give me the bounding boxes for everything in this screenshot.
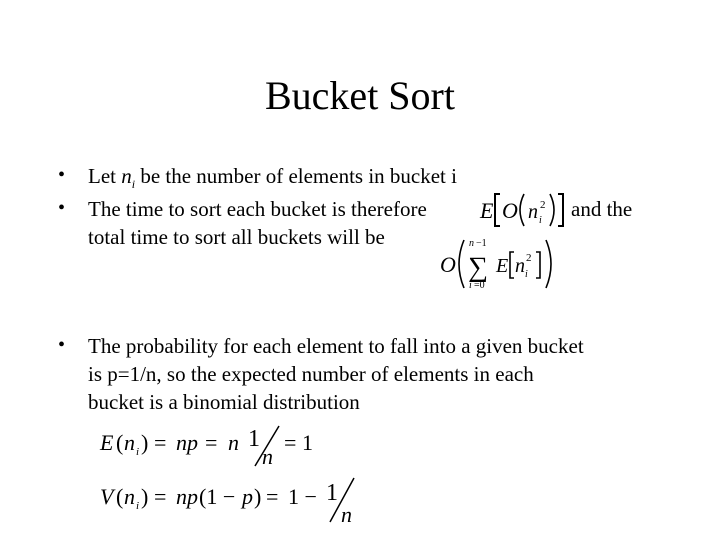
svg-text:=: = bbox=[154, 484, 167, 509]
svg-text:(: ( bbox=[116, 430, 124, 455]
svg-text:): ) bbox=[141, 484, 149, 509]
svg-text:n: n bbox=[124, 484, 135, 509]
svg-text:np: np bbox=[176, 430, 198, 455]
svg-text:n: n bbox=[528, 201, 538, 223]
svg-text:): ) bbox=[141, 430, 149, 455]
bullet-2-line-2: total time to sort all buckets will be bbox=[88, 225, 385, 249]
slide-title: Bucket Sort bbox=[265, 73, 455, 118]
bullet-1-lead: Let bbox=[88, 164, 122, 188]
svg-text:1 −: 1 − bbox=[288, 484, 317, 509]
bullet-2-line-1-after: and the bbox=[571, 197, 633, 221]
svg-text:): ) bbox=[254, 484, 262, 509]
bullet-dot: • bbox=[58, 197, 66, 219]
svg-text:=: = bbox=[205, 430, 218, 455]
svg-text:i: i bbox=[525, 269, 528, 280]
svg-text:−1: −1 bbox=[476, 238, 487, 249]
svg-text:O: O bbox=[502, 198, 518, 223]
bullet-dot: • bbox=[58, 164, 66, 186]
svg-text:n: n bbox=[469, 238, 474, 249]
svg-text:n: n bbox=[515, 255, 525, 277]
svg-text:i: i bbox=[469, 280, 472, 291]
bullet-1-var: n bbox=[121, 164, 132, 188]
bullet-3-line-1: The probability for each element to fall into a given bucket bbox=[88, 334, 584, 358]
svg-text:1: 1 bbox=[248, 426, 260, 452]
svg-text:1: 1 bbox=[326, 480, 338, 506]
svg-text:E: E bbox=[100, 430, 114, 455]
svg-text:2: 2 bbox=[540, 199, 546, 211]
bullet-1 bbox=[88, 162, 457, 199]
total-time-formula bbox=[436, 234, 566, 292]
svg-text:n: n bbox=[341, 502, 352, 527]
svg-text:i: i bbox=[136, 446, 140, 458]
svg-text:=: = bbox=[284, 430, 297, 455]
bullet-1-rest: be the number of elements in bucket i bbox=[135, 164, 457, 188]
bullet-3-line-2: is p=1/n, so the expected number of elements in each bbox=[88, 362, 534, 386]
svg-text:p: p bbox=[242, 484, 253, 509]
svg-text:E: E bbox=[496, 255, 509, 277]
svg-text:V: V bbox=[100, 484, 114, 509]
svg-text:n: n bbox=[262, 444, 273, 469]
variance-formula bbox=[98, 474, 368, 530]
svg-text:1: 1 bbox=[302, 430, 313, 455]
svg-text:(: ( bbox=[116, 484, 124, 509]
bullet-1-sub: i bbox=[131, 177, 136, 192]
svg-text:=: = bbox=[154, 430, 167, 455]
svg-text:i: i bbox=[539, 215, 542, 226]
svg-text:=0: =0 bbox=[474, 280, 485, 291]
svg-text:n: n bbox=[228, 430, 239, 455]
svg-text:∑: ∑ bbox=[468, 252, 488, 283]
svg-text:n: n bbox=[124, 430, 135, 455]
svg-text:=: = bbox=[266, 484, 279, 509]
svg-text:O: O bbox=[440, 252, 456, 277]
expected-value-formula bbox=[98, 422, 328, 470]
bullet-dot: • bbox=[58, 334, 66, 356]
svg-text:(1 −: (1 − bbox=[199, 484, 236, 509]
bucket-time-formula bbox=[478, 188, 570, 230]
svg-text:E: E bbox=[480, 198, 494, 223]
svg-text:i: i bbox=[136, 500, 140, 512]
bullet-3-line-3: bucket is a binomial distribution bbox=[88, 390, 360, 414]
svg-text:np: np bbox=[176, 484, 198, 509]
bullet-2-line-1: The time to sort each bucket is therefore bbox=[88, 197, 427, 221]
svg-text:2: 2 bbox=[526, 252, 532, 264]
